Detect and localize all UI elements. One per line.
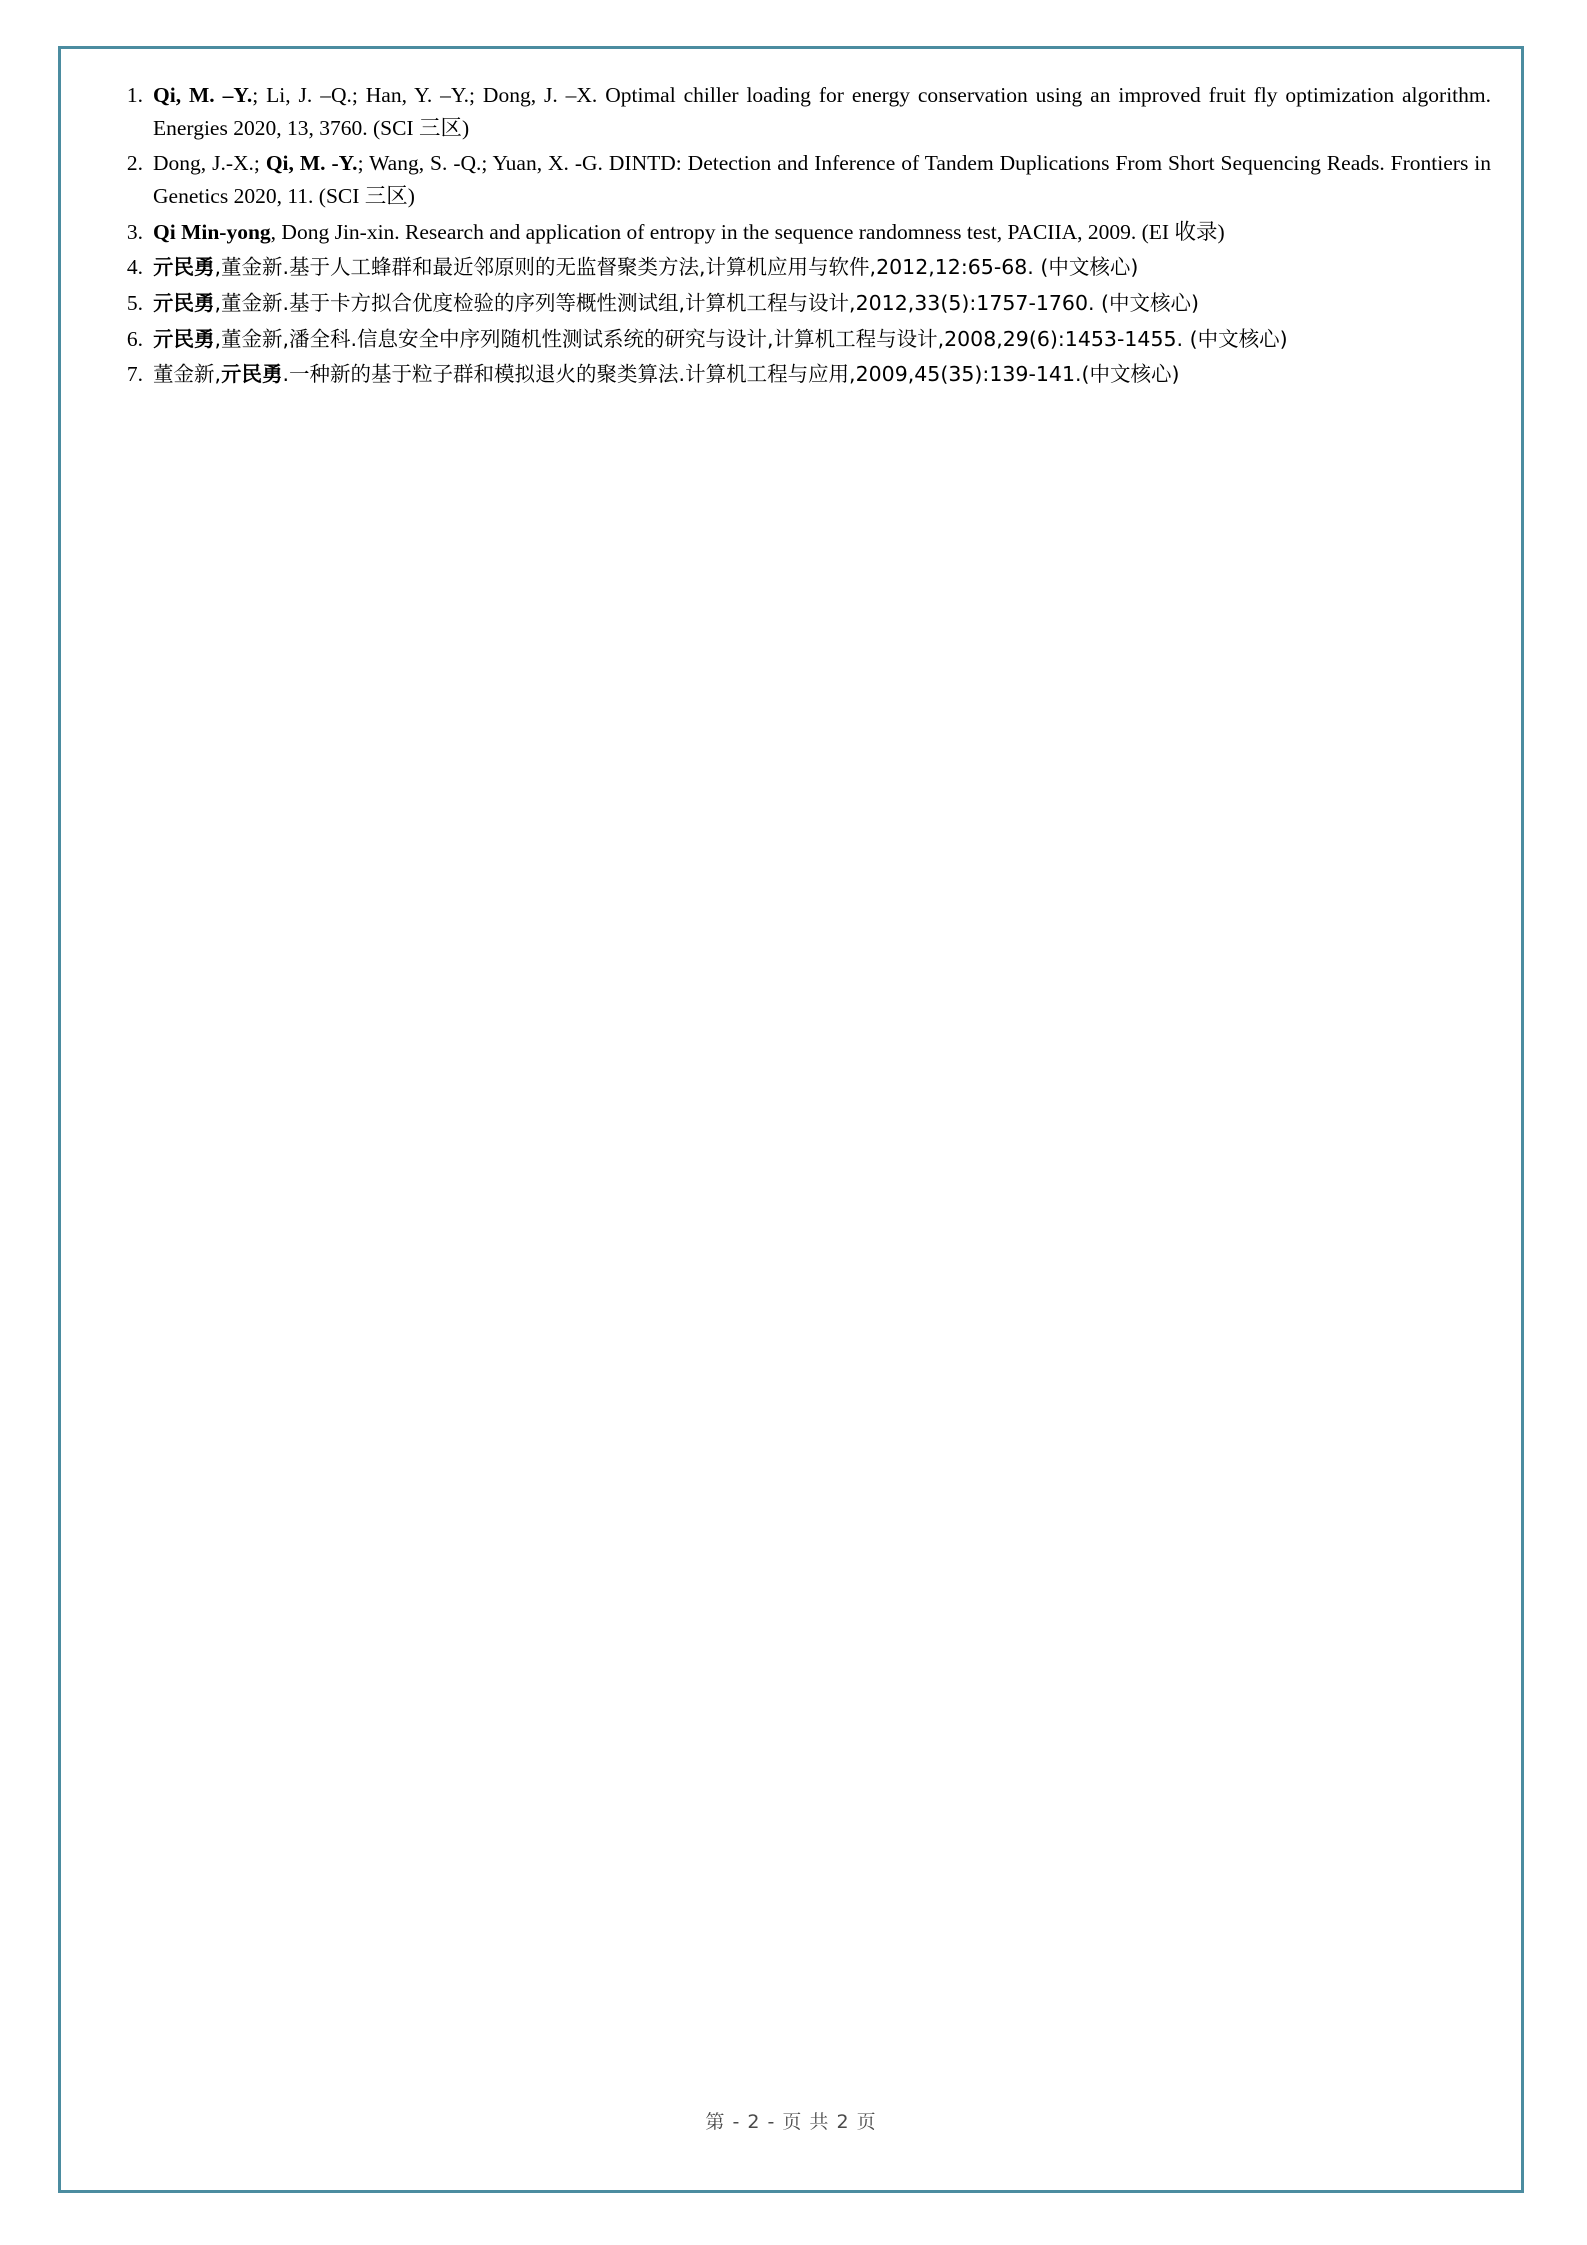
reference-text-emphasis: Qi, M. –Y. (153, 83, 253, 107)
reference-number: 4. (126, 255, 143, 280)
reference-text-emphasis: 亓民勇 (153, 326, 215, 351)
reference-text-emphasis: 亓民勇 (153, 291, 215, 316)
reference-text (153, 151, 1491, 208)
reference-item (91, 287, 1491, 320)
reference-text (153, 220, 1225, 244)
reference-text-emphasis: 亓民勇 (153, 255, 215, 280)
reference-text-segment: Dong, J.-X.; (153, 151, 266, 176)
reference-number: 3. (126, 219, 143, 244)
reference-number: 2. (126, 151, 143, 176)
reference-text-segment: ; Wang, S. -Q.; Yuan, X. -G. DINTD: Detection and Inference of Tandem Duplications From Short Sequencing Reads. Frontiers in Genetics 2020, 11. (SCI 三区) (153, 151, 1491, 209)
page-footer: 第 - 2 - 页 共 2 页 (705, 2111, 877, 2133)
reference-text (153, 83, 1491, 140)
reference-text-segment: ,董金新,潘全科.信息安全中序列随机性测试系统的研究与设计,计算机工程与设计,2008,29(6):1453-1455. (中文核心) (214, 326, 1288, 351)
reference-text (153, 255, 1138, 279)
reference-text-segment: ; Li, J. –Q.; Han, Y. –Y.; Dong, J. –X. Optimal chiller loading for energy conservation using an improved fruit fly optimization algorithm. Energies 2020, 13, 3760. (SCI 三区) (153, 83, 1491, 140)
reference-item (91, 323, 1491, 356)
reference-text-segment: ,董金新.基于人工蜂群和最近邻原则的无监督聚类方法,计算机应用与软件,2012,12:65-68. (中文核心) (214, 255, 1139, 280)
reference-text-segment: 董金新, (153, 362, 222, 387)
reference-text-emphasis: 亓民勇 (221, 362, 283, 387)
reference-item (91, 79, 1491, 144)
reference-item (91, 147, 1491, 212)
reference-text-segment: , Dong Jin-xin. Research and application of entropy in the sequence randomness test, PACIIA, 2009. (EI 收录) (270, 219, 1225, 244)
reference-number: 1. (126, 83, 143, 107)
reference-list-container (91, 79, 1491, 394)
reference-number: 7. (126, 362, 143, 387)
reference-number: 5. (126, 291, 143, 316)
document-page (58, 46, 1524, 2193)
reference-item (91, 358, 1491, 391)
reference-item (91, 251, 1491, 284)
reference-text (153, 362, 1180, 386)
reference-text-segment: .一种新的基于粒子群和模拟退火的聚类算法.计算机工程与应用,2009,45(35):139-141.(中文核心) (282, 362, 1180, 387)
reference-list (91, 79, 1491, 391)
reference-text (153, 291, 1199, 315)
reference-number: 6. (126, 326, 143, 351)
reference-item (91, 216, 1491, 249)
reference-text-emphasis: Qi Min-yong (153, 219, 271, 244)
reference-text (153, 327, 1288, 351)
reference-text-segment: ,董金新.基于卡方拟合优度检验的序列等概性测试组,计算机工程与设计,2012,33(5):1757-1760. (中文核心) (214, 291, 1200, 316)
reference-text-emphasis: Qi, M. -Y. (265, 151, 358, 176)
